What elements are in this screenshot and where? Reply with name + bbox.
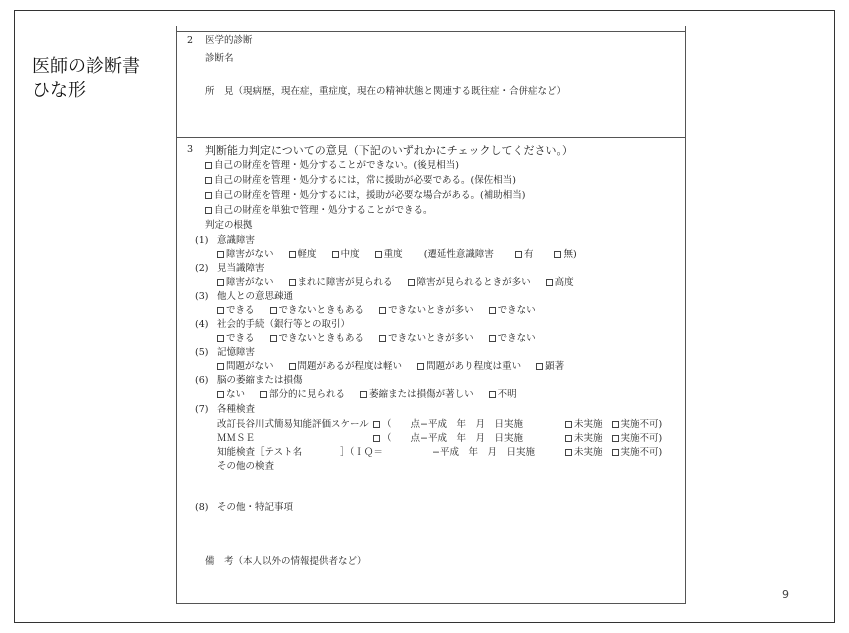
item-4-label: 社会的手続（銀行等との取引） [217,319,351,330]
checkbox[interactable] [375,251,382,258]
checkbox[interactable] [205,192,212,199]
checkbox[interactable] [360,391,367,398]
choice-assistance: 自己の財産を管理・処分するには，援助が必要な場合がある。(補助相当) [205,190,525,202]
checkbox[interactable] [489,391,496,398]
checkbox[interactable] [217,251,224,258]
checkbox[interactable] [260,391,267,398]
checkbox[interactable] [515,251,522,258]
option[interactable]: 障害が見られるときが多い [408,277,531,289]
option[interactable]: 問題があるが程度は軽い [289,361,403,373]
checkbox[interactable] [205,162,212,169]
test-hds-r-status: 未実施 実施不可) [565,419,662,431]
item-3-label: 他人との意思疎通 [217,291,294,302]
item-5-options [217,361,576,373]
section-3-border [177,137,685,138]
option[interactable]: できない [489,333,536,345]
option[interactable]: できないときもある [270,333,365,345]
test-mmse-score: （ 点−平成 年 月 日実施 [373,433,523,445]
choice-independent: 自己の財産を単独で管理・処分することができる。 [205,205,433,217]
option[interactable]: できないときが多い [379,305,474,317]
checkbox[interactable] [289,251,296,258]
item-2-options [217,277,586,289]
option[interactable]: 顕著 [536,361,564,373]
option[interactable]: 不明 [489,389,517,401]
option[interactable]: 萎縮または損傷が著しい [360,389,474,401]
page-number: 9 [782,588,789,601]
other-notes-label: その他・特記事項 [217,502,294,513]
item-3-options [217,305,548,317]
checkbox[interactable] [612,435,619,442]
checkbox[interactable] [489,307,496,314]
option[interactable]: できないときもある [270,305,365,317]
slide-title [32,55,182,103]
option[interactable]: 問題がない [217,361,274,373]
option[interactable]: できない [489,305,536,317]
checkbox[interactable] [205,177,212,184]
checkbox[interactable] [289,279,296,286]
item-4-number: (4) [195,319,209,330]
test-iq-status: 未実施 実施不可) [565,447,662,459]
checkbox[interactable] [217,363,224,370]
findings-label: 所 見（現病歴，現在症，重症度，現在の精神状態と関連する既往症・合併症など） [205,86,567,97]
item-2-label: 見当識障害 [217,263,265,274]
item-1-label: 意識障害 [217,235,256,246]
option[interactable]: 問題があり程度は重い [417,361,521,373]
section-2-border [177,31,685,32]
section-2-number: 2 [187,35,194,46]
option[interactable]: 障害がない [217,249,274,261]
option[interactable]: 重度 [375,249,403,261]
remarks-label: 備 考（本人以外の情報提供者など） [205,556,367,567]
item-3-number: (3) [195,291,209,302]
checkbox[interactable] [554,251,561,258]
checkbox[interactable] [217,307,224,314]
checkbox[interactable] [546,279,553,286]
checkbox[interactable] [612,449,619,456]
item-1-number: (1) [195,235,209,246]
item-6-options [217,389,529,401]
checkbox[interactable] [373,435,380,442]
choice-curatorship: 自己の財産を管理・処分するには，常に援助が必要である。(保佐相当) [205,175,516,187]
option[interactable]: 部分的に見られる [260,389,345,401]
checkbox[interactable] [373,421,380,428]
item-4-options [217,333,548,345]
item-6-label: 脳の萎縮または損傷 [217,375,303,386]
checkbox[interactable] [408,279,415,286]
option[interactable]: 無) [554,249,576,261]
section-3-title: 判断能力判定についての意見（下記のいずれかにチェックしてください。） [205,144,573,157]
test-mmse-status: 未実施 実施不可) [565,433,662,445]
option[interactable]: ない [217,389,245,401]
item-1-options [217,249,589,261]
slide-title-line-1: 医師の診断書 [32,56,140,77]
option[interactable]: 有 [515,249,534,261]
option[interactable]: 障害がない [217,277,274,289]
test-iq-score: −平成 年 月 日実施 [432,447,535,458]
certificate-form [176,26,686,604]
checkbox[interactable] [270,335,277,342]
test-hds-r-name: 改訂長谷川式簡易知能評価スケール [217,419,369,430]
test-iq-name: 知能検査［テスト名 ］（ＩＱ＝ [217,447,383,458]
option[interactable]: 軽度 [289,249,317,261]
item-7-number: (7) [195,404,209,415]
basis-label: 判定の根拠 [205,220,253,231]
option[interactable]: まれに障害が見られる [289,277,393,289]
test-mmse-name: ＭＭＳＥ [217,433,256,444]
option[interactable]: 中度 [332,249,360,261]
item-5-number: (5) [195,347,209,358]
checkbox[interactable] [379,307,386,314]
diagnosis-label: 診断名 [205,53,234,64]
checkbox[interactable] [489,335,496,342]
section-2-title: 医学的診断 [205,35,253,46]
checkbox[interactable] [565,449,572,456]
other-tests-label: その他の検査 [217,461,275,472]
tests-label: 各種検査 [217,404,256,415]
checkbox[interactable] [217,391,224,398]
checkbox[interactable] [417,363,424,370]
checkbox[interactable] [270,307,277,314]
checkbox[interactable] [536,363,543,370]
option[interactable]: できる [217,333,255,345]
test-hds-r-score: （ 点−平成 年 月 日実施 [373,419,523,431]
prolonged-label: (遷延性意識障害 [423,249,494,260]
item-2-number: (2) [195,263,209,274]
checkbox[interactable] [612,421,619,428]
checkbox[interactable] [217,279,224,286]
item-8-number: (8) [195,502,209,513]
checkbox[interactable] [379,335,386,342]
option[interactable]: できないときが多い [379,333,474,345]
checkbox[interactable] [332,251,339,258]
checkbox[interactable] [565,421,572,428]
checkbox[interactable] [565,435,572,442]
slide-title-line-2: ひな形 [32,80,86,101]
choice-guardianship: 自己の財産を管理・処分することができない。(後見相当) [205,160,459,172]
checkbox[interactable] [205,207,212,214]
option[interactable]: できる [217,305,255,317]
item-5-label: 記憶障害 [217,347,256,358]
section-3-number: 3 [187,144,194,155]
option[interactable]: 高度 [546,277,574,289]
checkbox[interactable] [289,363,296,370]
item-6-number: (6) [195,375,209,386]
checkbox[interactable] [217,335,224,342]
